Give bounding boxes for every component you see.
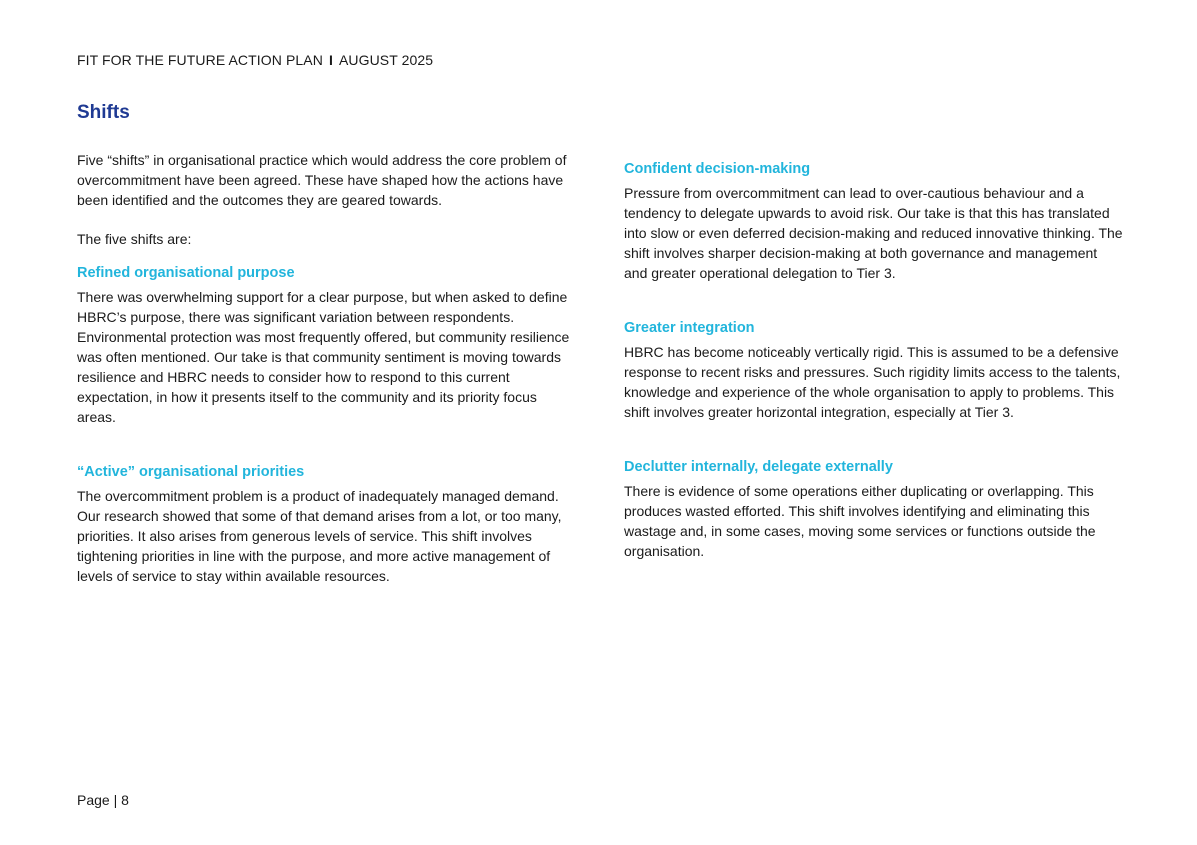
document-title: FIT FOR THE FUTURE ACTION PLAN xyxy=(77,52,323,68)
section-body: Pressure from overcommitment can lead to over-cautious behaviour and a tendency to delegate upwards to avoid risk. Our take is that this has translated into slow or even deferred decision-making and reduced innovative thinking. The shift involves sharper decision-making at both governance and management and greater operational delegation to Tier 3. xyxy=(624,185,1123,281)
section-declutter-delegate xyxy=(624,457,1124,561)
section-active-priorities xyxy=(77,462,577,586)
section-greater-integration xyxy=(624,318,1124,422)
right-column xyxy=(624,159,1124,561)
running-header xyxy=(77,52,433,68)
section-body: There was overwhelming support for a clear purpose, but when asked to define HBRC’s purpose, there was significant variation between respondents. Environmental protection was most frequently offered, but community resilience was often mentioned. Our take is that community sentiment is moving towards resilience and HBRC needs to consider how to respond to this current expectation, in how it presents itself to the community and its priority focus areas. xyxy=(77,289,570,425)
page-number: Page | 8 xyxy=(77,792,129,808)
intro-paragraph: Five “shifts” in organisational practice which would address the core problem of overcommitment have been agreed. These have shaped how the actions have been identified and the outcomes they are geared towards. xyxy=(77,152,567,208)
section-title: Greater integration xyxy=(624,320,755,336)
section-body: HBRC has become noticeably vertically rigid. This is assumed to be a defensive response to recent risks and pressures. Such rigidity limits access to the talents, knowledge and experience of the whole organisation to apply to problems. This shift involves greater horizontal integration, especially at Tier 3. xyxy=(624,344,1121,420)
section-title: “Active” organisational priorities xyxy=(77,464,305,480)
section-body: The overcommitment problem is a product of inadequately managed demand. Our research showed that some of that demand arises from a lot, or too many, priorities. It also arises from generous levels of service. This shift involves tightening priorities in line with the purpose, and more active management of levels of service to stay within available resources. xyxy=(77,488,562,584)
intro-lead: The five shifts are: xyxy=(77,231,192,247)
section-body: There is evidence of some operations either duplicating or overlapping. This produces wasted efforted. This shift involves identifying and eliminating this wastage and, in some cases, moving some services or functions outside the organisation. xyxy=(624,483,1096,559)
section-title: Refined organisational purpose xyxy=(77,265,295,281)
document-date: AUGUST 2025 xyxy=(338,52,434,68)
section-refined-purpose xyxy=(77,263,577,427)
section-confident-decision-making xyxy=(624,159,1124,283)
page-title: Shifts xyxy=(77,102,130,123)
header-separator: I xyxy=(328,52,333,68)
section-title: Declutter internally, delegate externally xyxy=(624,459,893,475)
left-column xyxy=(77,150,577,586)
section-title: Confident decision-making xyxy=(624,161,811,177)
